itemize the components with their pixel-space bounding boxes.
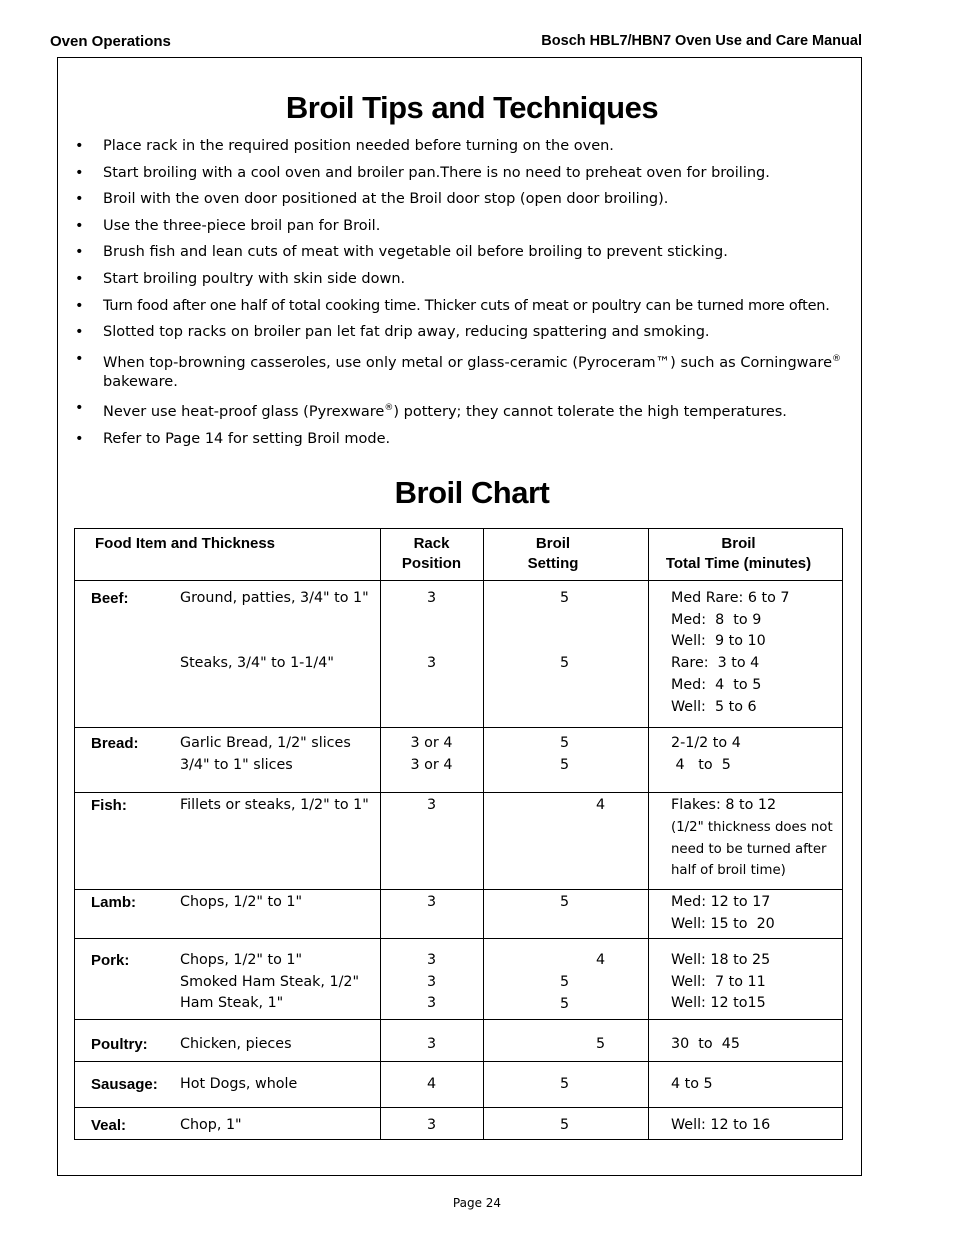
broil-time: Med: 12 to 17 Well: 15 to 20 (671, 894, 775, 932)
row-divider (75, 727, 842, 728)
tip-item: • When top-browning casseroles, use only metal or glass-ceramic (Pyroceram™) such as Corningware® bakeware. (75, 350, 845, 392)
tip-item: • Start broiling poultry with skin side down. (75, 270, 845, 289)
broil-setting: 5 5 (560, 590, 570, 672)
row-divider (75, 1061, 842, 1062)
category-label: Fish: (91, 797, 127, 814)
broil-setting: 5 (596, 1036, 606, 1052)
item-description: Garlic Bread, 1/2" slices 3/4" to 1" slices (180, 735, 351, 773)
rack-position: 3 or 4 3 or 4 (410, 735, 453, 773)
category-label: Veal: (91, 1117, 127, 1134)
category-label: Pork: (91, 952, 130, 969)
item-description: Chops, 1/2" to 1" (180, 894, 303, 910)
broil-setting: 5 5 (560, 735, 570, 773)
item-description: Fillets or steaks, 1/2" to 1" (180, 797, 369, 813)
broil-setting: 5 (560, 894, 570, 910)
row-divider (75, 580, 842, 581)
item-description: Chops, 1/2" to 1" Smoked Ham Steak, 1/2" Ham Steak, 1" (180, 952, 360, 1012)
row-divider (75, 1019, 842, 1020)
tip-item: • Brush fish and lean cuts of meat with vegetable oil before broiling to prevent sticking. (75, 243, 845, 262)
broil-time-note: (1/2" thickness does not need to be turned after half of broil time) (671, 820, 833, 879)
broil-time: Med Rare: 6 to 7 Med: 8 to 9 Well: 9 to 10 Rare: 3 to 4 Med: 4 to 5 Well: 5 to 6 (671, 590, 790, 715)
tip-item: • Slotted top racks on broiler pan let fat drip away, reducing spattering and smoking. (75, 323, 845, 342)
rack-position: 3 (426, 1036, 437, 1052)
item-description: Hot Dogs, whole (180, 1076, 298, 1092)
category-label: Bread: (91, 735, 139, 752)
rack-position: 3 3 3 (426, 952, 437, 1012)
broil-setting: 4 (596, 797, 606, 813)
broil-time: 2-1/2 to 4 4 to 5 (671, 735, 741, 773)
item-description: Chop, 1" (180, 1117, 242, 1133)
broil-time: Well: 12 to 16 (671, 1117, 771, 1133)
rack-position: 3 (426, 797, 437, 813)
row-divider (75, 889, 842, 890)
tip-item: • Start broiling with a cool oven and broiler pan.There is no need to preheat oven for broiling. (75, 164, 845, 183)
broil-chart-table (74, 528, 843, 1140)
manual-title-header: Bosch HBL7/HBN7 Oven Use and Care Manual (541, 33, 862, 49)
column-divider (483, 529, 484, 1139)
item-description: Chicken, pieces (180, 1036, 292, 1052)
tip-item: • Use the three-piece broil pan for Broil. (75, 217, 845, 236)
broil-setting: 5 (560, 1076, 570, 1092)
category-label: Sausage: (91, 1076, 158, 1093)
item-description: Ground, patties, 3/4" to 1" Steaks, 3/4" to 1-1/4" (180, 590, 369, 672)
broil-time: Well: 18 to 25 Well: 7 to 11 Well: 12 to15 (671, 952, 771, 1012)
broil-time: Flakes: 8 to 12 (671, 797, 777, 813)
tip-item: • Never use heat-proof glass (Pyrexware®) pottery; they cannot tolerate the high temperatures. (75, 399, 845, 422)
row-divider (75, 938, 842, 939)
header-time: Broil Total Time (minutes) (665, 535, 812, 572)
rack-position: 3 3 (426, 590, 437, 672)
rack-position: 4 (426, 1076, 437, 1092)
category-label: Lamb: (91, 894, 136, 911)
tip-item: • Place rack in the required position needed before turning on the oven. (75, 137, 845, 156)
chart-title: Broil Chart (394, 475, 550, 510)
row-divider (75, 1107, 842, 1108)
broil-setting: 5 (560, 1117, 570, 1133)
page-number: Page 24 (452, 1196, 502, 1210)
broil-setting: 5 5 (560, 974, 570, 1012)
tip-item: • Turn food after one half of total cooking time. Thicker cuts of meat or poultry can be turned more often. (75, 297, 845, 316)
tips-list (75, 137, 845, 456)
column-divider (648, 529, 649, 1139)
broil-time: 4 to 5 (671, 1076, 713, 1092)
header-rack: Rack Position (401, 535, 462, 572)
header-setting: Broil Setting (527, 535, 579, 572)
broil-setting: 4 (596, 952, 606, 968)
tips-title: Broil Tips and Techniques (285, 90, 659, 125)
row-divider (75, 792, 842, 793)
category-label: Beef: (91, 590, 129, 607)
rack-position: 3 (426, 1117, 437, 1133)
broil-time: 30 to 45 (671, 1036, 740, 1052)
tip-item: • Refer to Page 14 for setting Broil mode. (75, 430, 845, 449)
section-header: Oven Operations (50, 33, 171, 50)
tip-item: • Broil with the oven door positioned at the Broil door stop (open door broiling). (75, 190, 845, 209)
header-food: Food Item and Thickness (95, 535, 276, 552)
rack-position: 3 (426, 894, 437, 910)
category-label: Poultry: (91, 1036, 148, 1053)
